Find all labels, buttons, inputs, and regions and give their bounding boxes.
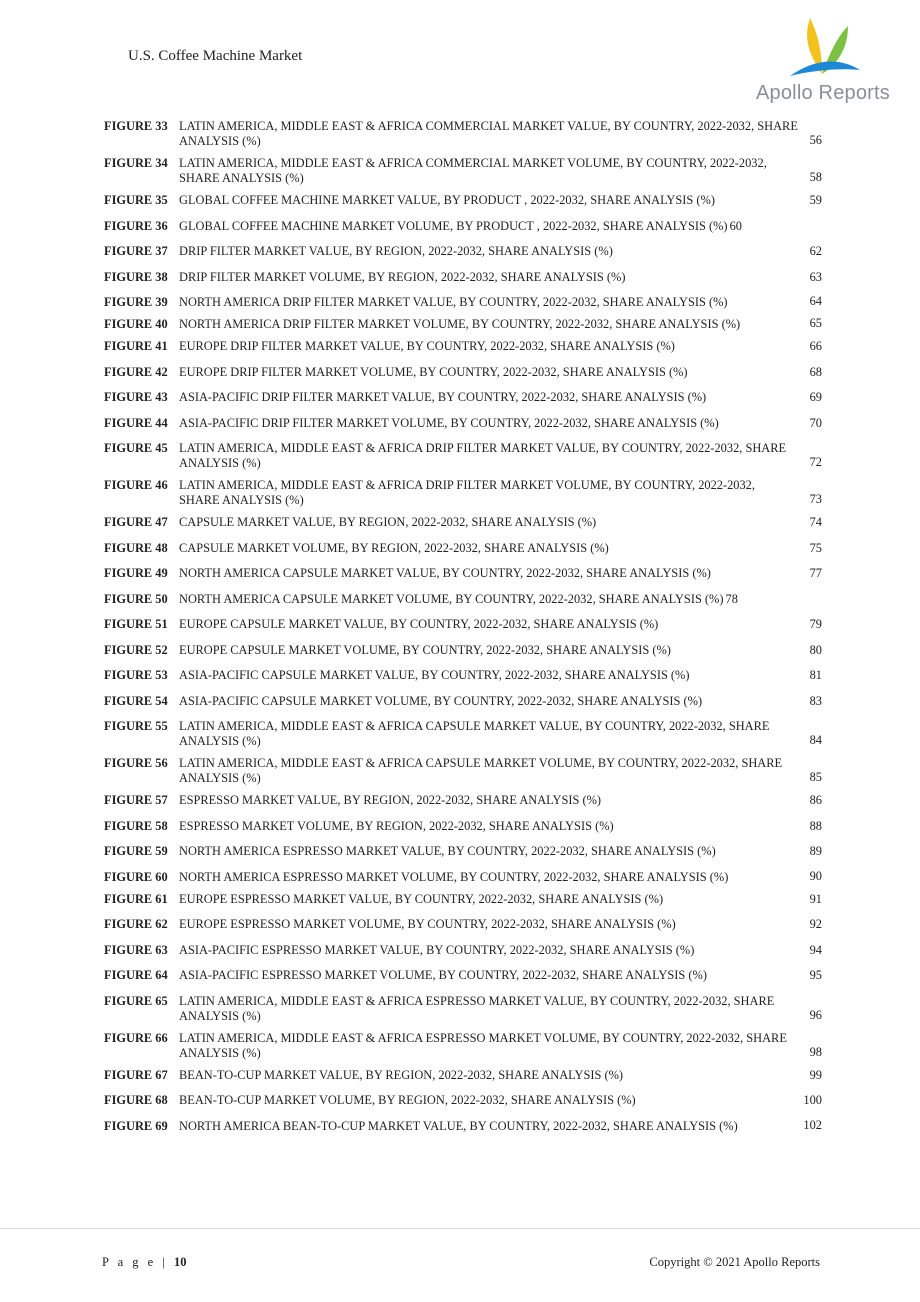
figure-description: DRIP FILTER MARKET VOLUME, BY REGION, 2022-2032, SHARE ANALYSIS (%) [179, 269, 626, 284]
figure-description: NORTH AMERICA BEAN-TO-CUP MARKET VALUE, BY COUNTRY, 2022-2032, SHARE ANALYSIS (%) [179, 1118, 738, 1133]
figure-description: ASIA-PACIFIC ESPRESSO MARKET VALUE, BY COUNTRY, 2022-2032, SHARE ANALYSIS (%) [179, 942, 695, 957]
page-number-ref: 64 [809, 294, 822, 308]
page-number-ref: 69 [809, 390, 822, 404]
figure-label: FIGURE 43 [104, 390, 168, 404]
figure-description: LATIN AMERICA, MIDDLE EAST & AFRICA ESPRESSO MARKET VALUE, BY COUNTRY, 2022-2032, SHARE ANALYSIS (%) [179, 993, 775, 1023]
page-number-ref: 88 [809, 818, 822, 833]
figure-label: FIGURE 56 [104, 756, 168, 770]
figure-description: LATIN AMERICA, MIDDLE EAST & AFRICA COMMERCIAL MARKET VALUE, BY COUNTRY, 2022-2032, SHARE ANALYSIS (%) [179, 119, 798, 148]
figure-label: FIGURE 51 [104, 617, 168, 631]
figure-label: FIGURE 50 [104, 591, 168, 606]
page-number-ref: 98 [809, 1044, 822, 1059]
figure-label: FIGURE 55 [104, 719, 168, 733]
footer-divider [0, 1228, 920, 1229]
figure-description: LATIN AMERICA, MIDDLE EAST & AFRICA CAPSULE MARKET VOLUME, BY COUNTRY, 2022-2032, SHARE ANALYSIS (%) [179, 756, 783, 785]
figure-description: EUROPE ESPRESSO MARKET VALUE, BY COUNTRY, 2022-2032, SHARE ANALYSIS (%) [179, 891, 664, 906]
toc-entry[interactable] [104, 242, 824, 268]
figure-label: FIGURE 40 [104, 317, 168, 331]
apollo-reports-logo [752, 12, 902, 112]
figure-label: FIGURE 37 [104, 244, 168, 258]
toc-entry[interactable] [104, 754, 824, 791]
toc-entry[interactable] [104, 191, 824, 217]
figure-description: NORTH AMERICA ESPRESSO MARKET VOLUME, BY COUNTRY, 2022-2032, SHARE ANALYSIS (%) [179, 869, 729, 884]
figure-description: ASIA-PACIFIC DRIP FILTER MARKET VOLUME, BY COUNTRY, 2022-2032, SHARE ANALYSIS (%) [179, 415, 719, 430]
page-number-ref: 91 [809, 891, 822, 906]
page-number-ref: 83 [809, 693, 822, 708]
toc-entry[interactable] [104, 842, 824, 868]
figure-description: LATIN AMERICA, MIDDLE EAST & AFRICA DRIP FILTER MARKET VOLUME, BY COUNTRY, 2022-2032, SHARE ANALYSIS (%) [179, 478, 755, 507]
figure-description: NORTH AMERICA DRIP FILTER MARKET VOLUME, BY COUNTRY, 2022-2032, SHARE ANALYSIS (%) [179, 317, 741, 331]
page-number-ref: 77 [809, 566, 822, 580]
toc-entry[interactable] [104, 117, 824, 154]
figure-description-row [179, 592, 824, 607]
page-number-ref: 95 [809, 968, 822, 982]
toc-entry[interactable] [104, 915, 824, 941]
page-number: 10 [173, 1255, 187, 1269]
figure-description: CAPSULE MARKET VOLUME, BY REGION, 2022-2032, SHARE ANALYSIS (%) [179, 540, 609, 555]
page-number-ref: 81 [809, 668, 822, 682]
toc-entry[interactable] [104, 590, 824, 616]
toc-entry[interactable] [104, 817, 824, 843]
toc-entry[interactable] [104, 154, 824, 191]
figure-description-row [179, 219, 824, 234]
figure-label: FIGURE 64 [104, 968, 168, 982]
toc-entry[interactable] [104, 1066, 824, 1092]
toc-entry[interactable] [104, 1091, 824, 1117]
figure-description: CAPSULE MARKET VALUE, BY REGION, 2022-2032, SHARE ANALYSIS (%) [179, 515, 597, 529]
page-number-ref: 58 [809, 170, 822, 184]
page-number-ref: 63 [809, 269, 822, 284]
toc-entry[interactable] [104, 217, 824, 243]
figure-description: GLOBAL COFFEE MACHINE MARKET VALUE, BY PRODUCT , 2022-2032, SHARE ANALYSIS (%) [179, 193, 715, 207]
figure-label: FIGURE 58 [104, 818, 168, 833]
toc-entry[interactable] [104, 791, 824, 817]
page-number-ref: 59 [809, 193, 822, 207]
figure-label: FIGURE 65 [104, 993, 168, 1008]
figure-description: ASIA-PACIFIC ESPRESSO MARKET VOLUME, BY COUNTRY, 2022-2032, SHARE ANALYSIS (%) [179, 968, 707, 982]
figure-label: FIGURE 53 [104, 668, 168, 682]
figure-label: FIGURE 61 [104, 891, 168, 906]
page-number-ref: 96 [809, 1007, 822, 1022]
page-number-ref: 79 [809, 617, 822, 631]
figure-description: NORTH AMERICA CAPSULE MARKET VOLUME, BY COUNTRY, 2022-2032, SHARE ANALYSIS (%) [179, 591, 724, 606]
logo-mark-icon [752, 12, 902, 84]
toc-entry[interactable] [104, 337, 824, 363]
toc-entry[interactable] [104, 539, 824, 565]
figure-label: FIGURE 60 [104, 869, 168, 884]
figure-label: FIGURE 41 [104, 339, 168, 353]
figure-description: BEAN-TO-CUP MARKET VOLUME, BY REGION, 2022-2032, SHARE ANALYSIS (%) [179, 1093, 636, 1107]
figure-description: EUROPE CAPSULE MARKET VOLUME, BY COUNTRY, 2022-2032, SHARE ANALYSIS (%) [179, 642, 671, 657]
figure-description: NORTH AMERICA CAPSULE MARKET VALUE, BY COUNTRY, 2022-2032, SHARE ANALYSIS (%) [179, 566, 711, 580]
toc-entry[interactable] [104, 439, 824, 476]
figure-label: FIGURE 36 [104, 218, 168, 233]
page-number-ref: 62 [809, 244, 822, 258]
figure-label: FIGURE 67 [104, 1067, 168, 1082]
figure-label: FIGURE 46 [104, 478, 168, 492]
figure-description: LATIN AMERICA, MIDDLE EAST & AFRICA DRIP FILTER MARKET VALUE, BY COUNTRY, 2022-2032, SHARE ANALYSIS (%) [179, 441, 787, 470]
figure-label: FIGURE 68 [104, 1093, 168, 1107]
page-number-ref: 73 [809, 492, 822, 506]
toc-entry[interactable] [104, 1029, 824, 1066]
page-number-ref: 94 [809, 942, 822, 957]
document-title: U.S. Coffee Machine Market [128, 48, 303, 64]
figure-description: EUROPE DRIP FILTER MARKET VALUE, BY COUNTRY, 2022-2032, SHARE ANALYSIS (%) [179, 339, 675, 353]
page-number-ref: 78 [725, 591, 738, 606]
page-number-ref: 80 [809, 642, 822, 657]
page-number-ref: 60 [729, 218, 742, 233]
toc-entry[interactable] [104, 615, 824, 641]
page-number-ref: 68 [809, 364, 822, 379]
toc-entry[interactable] [104, 513, 824, 539]
page-number-ref: 86 [809, 793, 822, 807]
figure-label: FIGURE 52 [104, 642, 168, 657]
page-number-ref: 99 [809, 1067, 822, 1082]
figure-description: EUROPE DRIP FILTER MARKET VOLUME, BY COUNTRY, 2022-2032, SHARE ANALYSIS (%) [179, 364, 688, 379]
figure-label: FIGURE 38 [104, 269, 168, 284]
figure-description: LATIN AMERICA, MIDDLE EAST & AFRICA COMMERCIAL MARKET VOLUME, BY COUNTRY, 2022-2032, SHARE ANALYSIS (%) [179, 156, 767, 185]
page-number-ref: 92 [809, 917, 822, 931]
toc-entry[interactable] [104, 315, 824, 337]
figure-label: FIGURE 45 [104, 441, 168, 455]
toc-entry[interactable] [104, 476, 824, 513]
toc-entry[interactable] [104, 941, 824, 967]
figure-description: NORTH AMERICA ESPRESSO MARKET VALUE, BY COUNTRY, 2022-2032, SHARE ANALYSIS (%) [179, 844, 716, 858]
figures-list [104, 117, 824, 1139]
toc-entry[interactable] [104, 966, 824, 992]
figure-label: FIGURE 63 [104, 942, 168, 957]
figure-label: FIGURE 57 [104, 793, 168, 807]
figure-label: FIGURE 54 [104, 693, 168, 708]
toc-entry[interactable] [104, 1117, 824, 1139]
toc-entry[interactable] [104, 992, 824, 1029]
page-number-ref: 74 [809, 515, 822, 529]
toc-entry[interactable] [104, 641, 824, 667]
toc-entry[interactable] [104, 868, 824, 890]
figure-description: NORTH AMERICA DRIP FILTER MARKET VALUE, BY COUNTRY, 2022-2032, SHARE ANALYSIS (%) [179, 295, 728, 309]
figure-label: FIGURE 49 [104, 566, 168, 580]
page-number-ref: 102 [803, 1117, 822, 1132]
figure-label: FIGURE 66 [104, 1030, 168, 1045]
figure-label: FIGURE 47 [104, 515, 168, 529]
figure-description: DRIP FILTER MARKET VALUE, BY REGION, 2022-2032, SHARE ANALYSIS (%) [179, 244, 613, 258]
page-number-ref: 90 [809, 868, 822, 883]
toc-entry[interactable] [104, 564, 824, 590]
page-number-ref: 75 [809, 540, 822, 555]
toc-entry[interactable] [104, 268, 824, 294]
toc-entry[interactable] [104, 666, 824, 692]
figure-label: FIGURE 62 [104, 917, 168, 931]
figure-description: EUROPE ESPRESSO MARKET VOLUME, BY COUNTRY, 2022-2032, SHARE ANALYSIS (%) [179, 917, 676, 931]
figure-label: FIGURE 34 [104, 156, 168, 170]
toc-entry[interactable] [104, 692, 824, 718]
page-number-ref: 70 [809, 415, 822, 430]
toc-entry[interactable] [104, 717, 824, 754]
page-number-ref: 84 [809, 733, 822, 747]
figure-description: ESPRESSO MARKET VALUE, BY REGION, 2022-2032, SHARE ANALYSIS (%) [179, 793, 602, 807]
page-label: P a g e | [102, 1255, 168, 1269]
page-number-ref: 72 [809, 455, 822, 469]
figure-label: FIGURE 33 [104, 119, 168, 133]
figure-description: ASIA-PACIFIC DRIP FILTER MARKET VALUE, BY COUNTRY, 2022-2032, SHARE ANALYSIS (%) [179, 390, 707, 404]
footer-copyright: Copyright © 2021 Apollo Reports [649, 1255, 820, 1269]
figure-description: EUROPE CAPSULE MARKET VALUE, BY COUNTRY, 2022-2032, SHARE ANALYSIS (%) [179, 617, 659, 631]
logo-text: Apollo Reports [756, 82, 890, 104]
figure-description: LATIN AMERICA, MIDDLE EAST & AFRICA CAPSULE MARKET VALUE, BY COUNTRY, 2022-2032, SHARE ANALYSIS (%) [179, 719, 770, 748]
figure-label: FIGURE 42 [104, 364, 168, 379]
figure-label: FIGURE 48 [104, 540, 168, 555]
figure-label: FIGURE 35 [104, 193, 168, 207]
figure-label: FIGURE 44 [104, 415, 168, 430]
figure-description: LATIN AMERICA, MIDDLE EAST & AFRICA ESPRESSO MARKET VOLUME, BY COUNTRY, 2022-2032, SHARE ANALYSIS (%) [179, 1030, 787, 1060]
page-number-ref: 85 [809, 770, 822, 784]
page-number-ref: 89 [809, 844, 822, 858]
toc-entry[interactable] [104, 388, 824, 414]
page-number-ref: 65 [809, 316, 822, 330]
toc-entry[interactable] [104, 293, 824, 315]
figure-label: FIGURE 69 [104, 1118, 168, 1133]
figure-label: FIGURE 59 [104, 844, 168, 858]
page-number-ref: 56 [809, 133, 822, 147]
toc-entry[interactable] [104, 363, 824, 389]
footer-page-indicator [102, 1255, 186, 1270]
figure-description: ASIA-PACIFIC CAPSULE MARKET VALUE, BY COUNTRY, 2022-2032, SHARE ANALYSIS (%) [179, 668, 690, 682]
figure-label: FIGURE 39 [104, 295, 168, 309]
page-number-ref: 66 [809, 339, 822, 353]
figure-description: ESPRESSO MARKET VOLUME, BY REGION, 2022-2032, SHARE ANALYSIS (%) [179, 818, 614, 833]
page-number-ref: 100 [803, 1093, 822, 1107]
figure-description: GLOBAL COFFEE MACHINE MARKET VOLUME, BY PRODUCT , 2022-2032, SHARE ANALYSIS (%) [179, 218, 728, 233]
toc-entry[interactable] [104, 414, 824, 440]
figure-description: ASIA-PACIFIC CAPSULE MARKET VOLUME, BY COUNTRY, 2022-2032, SHARE ANALYSIS (%) [179, 693, 703, 708]
figure-description: BEAN-TO-CUP MARKET VALUE, BY REGION, 2022-2032, SHARE ANALYSIS (%) [179, 1067, 624, 1082]
toc-entry[interactable] [104, 890, 824, 916]
